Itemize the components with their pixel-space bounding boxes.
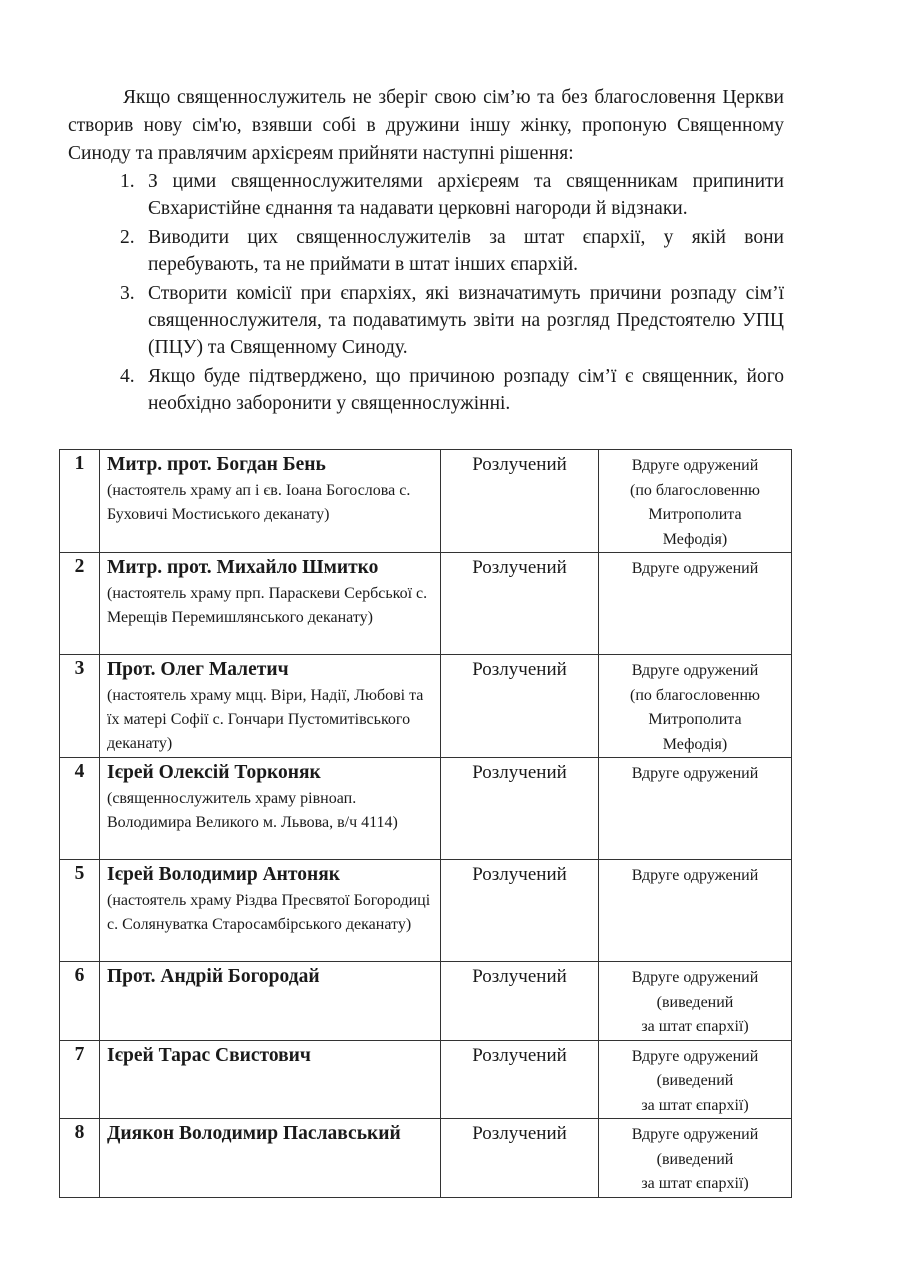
note-line: Вдруге одружений: [631, 969, 759, 986]
status-cell: [441, 860, 599, 962]
clergy-cell: [100, 860, 441, 962]
note-cell: [599, 553, 792, 655]
clergy-cell: [100, 450, 441, 553]
note-line: Мефодія): [662, 735, 728, 753]
status-cell: [441, 450, 599, 553]
note-line: Митрополита: [648, 506, 742, 523]
decision-item: [120, 224, 784, 278]
note-line: Мефодія): [662, 530, 728, 548]
table-row: [60, 962, 792, 1041]
decision-number: 4.: [120, 366, 135, 387]
note-line: Митрополита: [648, 711, 742, 728]
clergy-cell: [100, 962, 441, 1041]
note-line: (виведений: [656, 1150, 734, 1168]
clergy-cell: [100, 1119, 441, 1198]
row-number: 2: [60, 553, 100, 655]
table-row: [60, 553, 792, 655]
decision-text: Виводити цих священнослужителів за штат єпархії, у якій вони перебувають, та не приймати в штат інших єпархій.: [148, 227, 784, 275]
clergy-name: Ієрей Тарас Свистович: [107, 1044, 311, 1066]
row-number: 4: [60, 758, 100, 860]
row-number: 1: [60, 450, 100, 553]
intro-paragraph: [68, 84, 784, 168]
note-line: за штат єпархії): [641, 1096, 749, 1114]
note-line: (виведений: [656, 1072, 734, 1089]
clergy-name: Диякон Володимир Паславський: [107, 1123, 401, 1144]
marital-status: Розлучений: [472, 1044, 567, 1066]
table-row: [60, 655, 792, 758]
clergy-name: Прот. Андрій Богородай: [107, 966, 320, 987]
note-line: Вдруге одружений: [631, 1047, 759, 1065]
table-row: [60, 1040, 792, 1119]
clergy-description: (настоятель храму мцц. Віри, Надії, Любові та їх матері Софії с. Гончари Пустомитівського деканату): [107, 687, 424, 752]
clergy-table: [59, 449, 792, 1198]
marital-status: Розлучений: [472, 659, 567, 680]
note-cell: [599, 860, 792, 962]
clergy-description: (настоятель храму Різдва Пресвятої Богородиці с. Солянуватка Старосамбірського деканату): [107, 892, 431, 933]
note-line: Вдруге одружений: [631, 765, 759, 782]
note-cell: [599, 655, 792, 758]
note-line: Вдруге одружений: [631, 662, 759, 679]
status-cell: [441, 962, 599, 1041]
marital-status: Розлучений: [472, 864, 567, 885]
clergy-description: (священнослужитель храму рівноап. Володимира Великого м. Львова, в/ч 4114): [107, 790, 398, 831]
row-number: 3: [60, 655, 100, 758]
table-row: [60, 450, 792, 553]
note-line: за штат єпархії): [641, 1175, 749, 1192]
intro-text: Якщо священнослужитель не зберіг свою сім’ю та без благословення Церкви створив нову сім'ю, взявши собі в дружини іншу жінку, пропоную Священному Синоду та правлячим архієреям прийняти наступні рішення:: [68, 87, 784, 164]
status-cell: [441, 1119, 599, 1198]
note-line: Вдруге одружений: [631, 560, 759, 577]
note-line: Вдруге одружений: [631, 1126, 759, 1143]
note-line: (виведений: [656, 993, 734, 1011]
decision-text: Якщо буде підтверджено, що причиною розпаду сім’ї є священник, його необхідно заборонити у священнослужінні.: [148, 366, 784, 414]
status-cell: [441, 553, 599, 655]
marital-status: Розлучений: [472, 966, 567, 987]
row-number: 5: [60, 860, 100, 962]
row-number: 7: [60, 1040, 100, 1119]
table-row: [60, 1119, 792, 1198]
note-cell: [599, 1040, 792, 1119]
marital-status: Розлучений: [472, 557, 567, 578]
note-cell: [599, 758, 792, 860]
status-cell: [441, 1040, 599, 1119]
clergy-cell: [100, 1040, 441, 1119]
clergy-name: Ієрей Олексій Торконяк: [107, 762, 321, 783]
note-line: за штат єпархії): [641, 1018, 749, 1035]
note-cell: [599, 450, 792, 553]
note-line: Вдруге одружений: [631, 457, 759, 474]
decision-item: [120, 363, 784, 417]
note-line: (по благословенню: [629, 686, 760, 704]
decision-text: З цими священнослужителями архієреям та священникам припинити Євхаристійне єднання та надавати церковні нагороди й відзнаки.: [148, 171, 784, 219]
marital-status: Розлучений: [472, 454, 567, 475]
decision-item: [120, 280, 784, 361]
clergy-description: (настоятель храму ап і єв. Іоана Богослова с. Буховичі Мостиського деканату): [107, 482, 411, 523]
table-row: [60, 758, 792, 860]
decision-number: 2.: [120, 227, 135, 248]
decision-number: 1.: [120, 171, 135, 192]
table-row: [60, 860, 792, 962]
clergy-name: Ієрей Володимир Антоняк: [107, 864, 341, 885]
marital-status: Розлучений: [472, 762, 567, 783]
note-cell: [599, 1119, 792, 1198]
clergy-cell: [100, 655, 441, 758]
clergy-name: Митр. прот. Богдан Бень: [107, 454, 326, 475]
clergy-description: (настоятель храму прп. Параскеви Сербської с. Мерещів Перемишлянського деканату): [107, 585, 428, 626]
decision-item: [120, 168, 784, 222]
status-cell: [441, 655, 599, 758]
row-number: 6: [60, 962, 100, 1041]
clergy-cell: [100, 758, 441, 860]
row-number: 8: [60, 1119, 100, 1198]
marital-status: Розлучений: [472, 1123, 567, 1144]
decision-number: 3.: [120, 283, 135, 304]
decisions-list: [120, 168, 784, 419]
note-line: (по благословенню: [629, 481, 760, 499]
clergy-cell: [100, 553, 441, 655]
status-cell: [441, 758, 599, 860]
note-line: Вдруге одружений: [631, 867, 759, 884]
note-cell: [599, 962, 792, 1041]
decision-text: Створити комісії при єпархіях, які визначатимуть причини розпаду сім’ї священнослужителя, та подаватимуть звіти на розгляд Предстоятелю УПЦ (ПЦУ) та Священному Синоду.: [148, 283, 784, 358]
clergy-name: Прот. Олег Малетич: [107, 659, 289, 680]
clergy-name: Митр. прот. Михайло Шмитко: [107, 557, 379, 578]
